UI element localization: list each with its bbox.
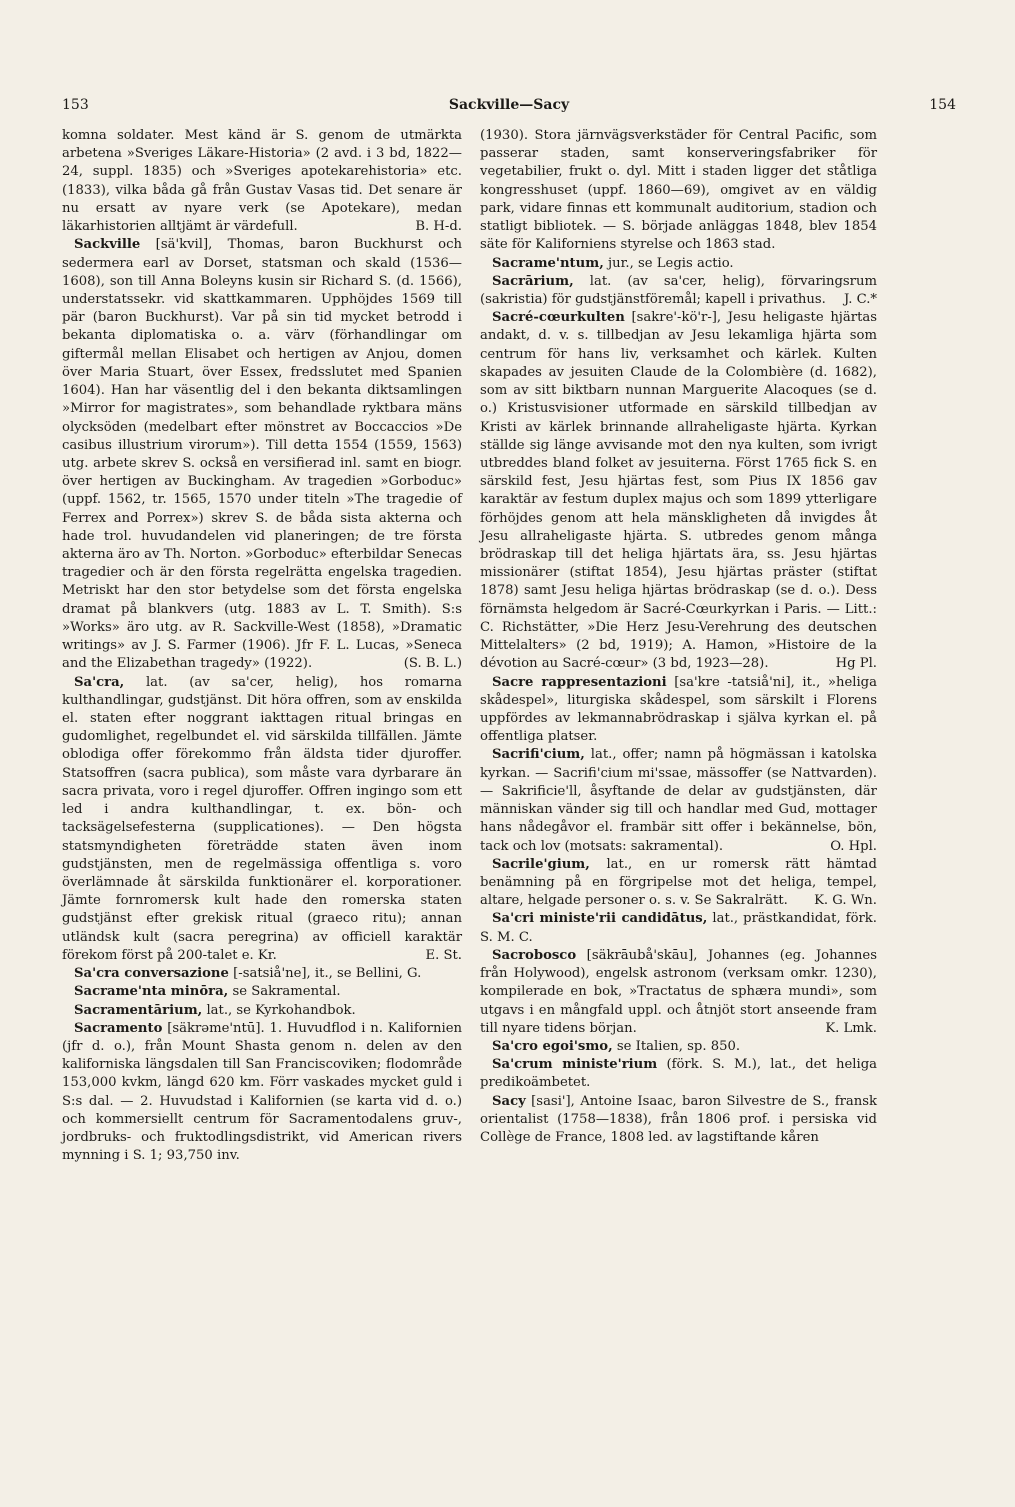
entry-text: [sakre'-kö'r-], Jesu heligaste hjärtas andakt, d. v. s. tillbedjan av Jesu lekamliga hjärta som centrum för hans liv, verksamhet och kärlek. Kulten skapades av jesuiten Claude de la Colombière (d. 1682), som av sitt biktbarn nunnan Marguerite Alacoques (se d. o.) Kristusvisioner utformade en särskild tillbedjan av Kristi av kärlek brinnande allraheligaste hjärta. Kyrkan ställde sig länge avvisande mot den nya kulten, som ivrigt utbreddes bland folket av jesuiterna. Först 1765 fick S. en särskild fest, Jesu hjärtas fest, som Pius IX 1856 gav karaktär av festum duplex majus och som 1899 ytterligare förhöjdes genom att hela mänskligheten då invigdes åt Jesu allraheligaste hjärta. S. utbredes genom många brödraskap till det heliga hjärtats ära, ss. Jesu hjärtas missionärer (stiftat 1854), Jesu hjärtas präster (stiftat 1878) samt Jesu heliga hjärtas brödraskap (se d. o.). Dess förnämsta helgedom är Sacré-Cœurkyrkan i Paris. — Litt.: C. Richstätter, »Die Herz Jesu-Verehrung des deutschen Mittelalters» (2 bd, 1919); A. Hamon, »Histoire de la dévotion au Sacré-cœur» (3 bd, 1923—28). bbox=[480, 310, 877, 672]
dictionary-entry bbox=[480, 856, 877, 911]
dictionary-entry bbox=[480, 1093, 877, 1148]
dictionary-entry bbox=[480, 746, 877, 855]
dictionary-entry bbox=[480, 127, 877, 255]
entry-text: komna soldater. Mest känd är S. genom de utmärkta arbetena »Sveriges Läkare-Historia» (2 avd. i 3 bd, 1822—24, suppl. 1835) och »Sveriges apotekarehistoria» etc. (1833), vilka båda gå från Gustav Vasas tid. Det senare är nu ersatt av nyare verk (se Apotekare), medan läkarhistorien alltjämt är värdefull. bbox=[62, 128, 462, 235]
entry-text: lat., se Kyrkohandbok. bbox=[206, 1002, 356, 1018]
entry-text: se Italien, sp. 850. bbox=[616, 1038, 741, 1054]
entry-headword: Sacrobosco bbox=[492, 947, 577, 963]
dictionary-entry bbox=[480, 255, 877, 273]
dictionary-entry bbox=[62, 674, 462, 966]
dictionary-entry bbox=[480, 947, 877, 1038]
author-signature: E. St. bbox=[425, 947, 462, 963]
entry-headword: Sacrile'gium, bbox=[492, 856, 590, 872]
entry-text: (1930). Stora järnvägsverkstäder för Central Pacific, som passerar staden, samt konserveringsfabriker för vegetabilier, frukt o. dyl. Mitt i staden ligger det ståtliga kongresshuset (uppf. 1860—69), omgivet av en väldig park, vidare finnas ett kommunalt auditorium, stadion och statligt bibliotek. — S. började anläggas 1848, blev 1854 säte för Kaliforniens styrelse och 1863 stad. bbox=[480, 128, 877, 253]
entry-headword: Sa'cro egoi'smo, bbox=[492, 1038, 613, 1054]
dictionary-entry bbox=[480, 1038, 877, 1056]
entry-text: [säkrāubå'skāu], Johannes (eg. Johannes från Holywood), engelsk astronom (verksam omkr. 1230), kompilerade en bok, »Tractatus de sphæra mundi», som utgavs i en mångfald uppl. och åtnjöt stort anseende fram till nyare tidens början. bbox=[480, 947, 877, 1036]
author-signature: Hg Pl. bbox=[835, 656, 877, 672]
author-signature: (S. B. L.) bbox=[403, 656, 462, 672]
dictionary-entry bbox=[480, 273, 877, 309]
running-title: Sackville—Sacy bbox=[448, 97, 570, 113]
entry-headword: Sacré-cœurkulten bbox=[492, 310, 625, 326]
entry-text: [sasi'], Antoine Isaac, baron Silvestre de S., fransk orientalist (1758—1838), från 1806 prof. i persiska vid Collège de France, 1808 led. av lagstiftande kåren bbox=[480, 1093, 877, 1146]
entry-text: lat. (av sa'cer, helig), hos romarna kulthandlingar, gudstjänst. Dit höra offren, som av enskilda el. staten efter noggrant iakttagen ritual bringas en gudomlighet, regelbundet el. vid särskilda tillfällen. Jämte oblodiga offer förekommo från äldsta tider djuroffer. Statsoffren (sacra publica), som måste vara dyrbarare än sacra privata, voro i regel djuroffer. Offren ingingo som ett led i andra kulthandlingar, t. ex. bön- och tacksägelsefesterna (supplicationes). — Den högsta statsmyndigheten företrädde staten även inom gudstjänsten, men de regelmässiga offentliga s. voro överlämnade åt särskilda funktionärer el. korporationer. Jämte fornromersk kult hade den romerska staten gudstjänst efter grekisk ritual (graeco ritu); annan utländsk kult (sacra peregrina) av officiell karaktär förekom först på 200-talet e. Kr. bbox=[62, 674, 462, 963]
entry-text: [säkrəme'ntū]. 1. Huvudflod i n. Kalifornien (jfr d. o.), från Mount Shasta genom n. delen av den kaliforniska längsdalen till San Franciscoviken; flodområde 153,000 kvkm, längd 620 km. Förr vaskades mycket guld i S:s dal. — 2. Huvudstad i Kalifornien (se karta vid d. o.) och kommersiellt centrum för Sacramentodalens gruv-, jordbruks- och fruktodlingsdistrikt, vid American rivers mynning i S. 1; 93,750 inv. bbox=[62, 1020, 462, 1164]
entry-headword: Sacramentārium, bbox=[74, 1002, 203, 1018]
entry-text: jur., se Legis actio. bbox=[608, 255, 734, 271]
dictionary-entry bbox=[62, 1020, 462, 1166]
dictionary-entry bbox=[62, 1002, 462, 1020]
entry-headword: Sacrame'nta minōra, bbox=[74, 984, 229, 1000]
entry-text: se Sakramental. bbox=[232, 984, 341, 1000]
page-number-right: 154 bbox=[929, 97, 956, 113]
entry-text: [sä'kvil], Thomas, baron Buckhurst och sedermera earl av Dorset, statsman och skald (1536—1608), son till Anna Boleyns kusin sir Richard S. (d. 1566), understatssekr. vid skattkammaren. Upphöjdes 1569 till pär (baron Buckhurst). Var på sin tid mycket betrodd i bekanta diplomatiska o. a. värv (förhandlingar om giftermål mellan Elisabet och hertigen av Anjou, domen över Maria Stuart, över Essex, fredsslutet med Spanien 1604). Han har väsentlig del i den bekanta diktsamlingen »Mirror for magistrates», som behandlade ryktbara mäns olycksöden (medelbart efter mönstret av Boccaccios »De casibus illustrium virorum»). Till detta 1554 (1559, 1563) utg. arbete skrev S. också en versifierad inl. samt en biogr. över hertigen av Buckingham. Av tragedien »Gorboduc» (uppf. 1562, tr. 1565, 1570 under titeln »The tragedie of Ferrex and Porrex») skrev S. de båda sista akterna och hade trol. huvudandelen vid planeringen; de tre första akterna äro av Th. Norton. »Gorboduc» efterbildar Senecas tragedier och är den första regelrätta engelska tragedien. Metriskt har den stor betydelse som det första engelska dramat på blankvers (utg. 1883 av L. T. Smith). S:s »Works» äro utg. av R. Sackville-West (1858), »Dramatic writings» av J. S. Farmer (1906). Jfr F. L. Lucas, »Seneca and the Elizabethan tragedy» (1922). bbox=[62, 237, 462, 672]
dictionary-entry bbox=[480, 674, 877, 747]
dictionary-entry bbox=[62, 983, 462, 1001]
entry-text: lat. (av sa'cer, helig), förvaringsrum (sakristia) för gudstjänstföremål; kapell i privathus. bbox=[480, 273, 877, 307]
entry-text: lat., en ur romersk rätt hämtad benämning på en förgripelse mot det heliga, tempel, altare, helgade personer o. s. v. Se Sakralrätt. bbox=[480, 856, 877, 909]
dictionary-entry bbox=[62, 965, 462, 983]
author-signature: K. G. Wn. bbox=[814, 893, 877, 909]
entry-headword: Sacrārium, bbox=[492, 273, 574, 289]
entry-text: lat., offer; namn på högmässan i katolska kyrkan. — Sacrifi'cium mi'ssae, mässoffer (se Nattvarden). — Sakrificie'll, åsyftande de delar av gudstjänsten, där människan vänder sig till och handlar med Gud, mottager hans nådegåvor el. frambär sitt offer i bekännelse, bön, tack och lov (motsats: sakramental). bbox=[480, 747, 877, 854]
dictionary-entry bbox=[480, 309, 877, 673]
dictionary-entry bbox=[480, 910, 877, 946]
entry-headword: Sa'cri ministe'rii candidātus, bbox=[492, 911, 708, 927]
entry-headword: Sackville bbox=[74, 237, 141, 253]
entry-text: [-satsiå'ne], it., se Bellini, G. bbox=[233, 966, 422, 982]
author-signature: J. C.* bbox=[843, 291, 877, 307]
entry-headword: Sacy bbox=[492, 1093, 526, 1109]
author-signature: K. Lmk. bbox=[825, 1020, 877, 1036]
entry-text: lat., prästkandidat, förk. S. M. C. bbox=[480, 911, 877, 945]
author-signature: B. H-d. bbox=[415, 219, 462, 235]
entry-text: (förk. S. M.), lat., det heliga predikoämbetet. bbox=[480, 1057, 877, 1091]
entry-headword: Sa'crum ministe'rium bbox=[492, 1057, 658, 1073]
page-header bbox=[62, 97, 956, 117]
entry-headword: Sacrame'ntum, bbox=[492, 255, 604, 271]
dictionary-entry bbox=[62, 127, 462, 236]
entry-text: [sa'kre -tatsiå'ni], it., »heliga skådespel», liturgiska skådespel, som särskilt i Florens uppfördes av lekmannabrödraskap i själva kyrkan el. på offentliga platser. bbox=[480, 674, 877, 745]
author-signature: O. Hpl. bbox=[830, 838, 877, 854]
entry-headword: Sacrifi'cium, bbox=[492, 747, 585, 763]
dictionary-entry bbox=[480, 1056, 877, 1092]
entry-headword: Sa'cra, bbox=[74, 674, 125, 690]
left-column bbox=[62, 127, 462, 1165]
dictionary-entry bbox=[62, 236, 462, 673]
page-number-left: 153 bbox=[62, 97, 89, 113]
entry-headword: Sacre rappresentazioni bbox=[492, 674, 667, 690]
entry-headword: Sa'cra conversazione bbox=[74, 966, 229, 982]
right-column bbox=[480, 127, 877, 1147]
entry-headword: Sacramento bbox=[74, 1020, 163, 1036]
